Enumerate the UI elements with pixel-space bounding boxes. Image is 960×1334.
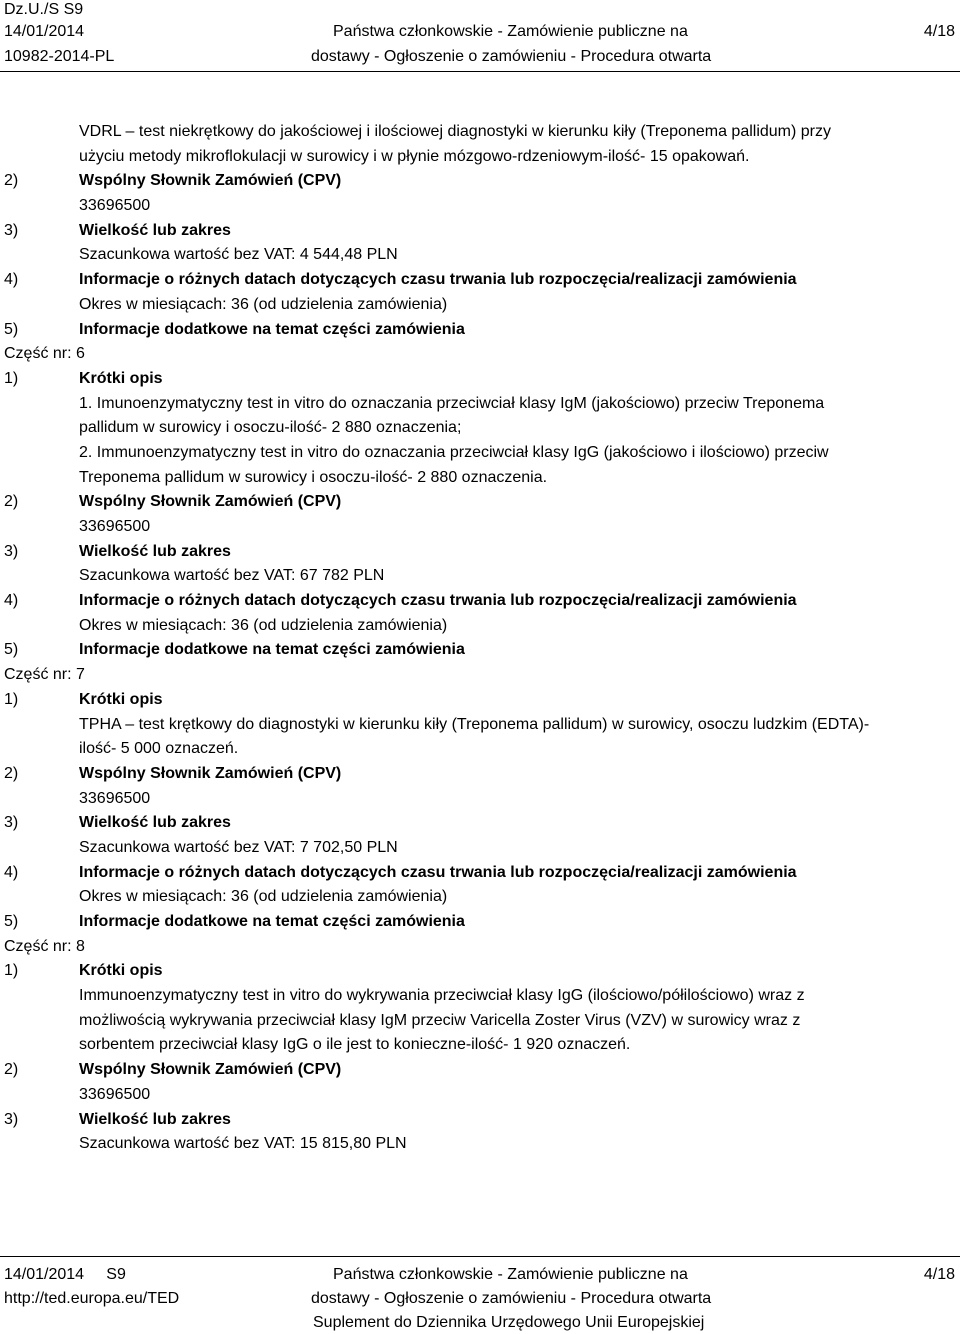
page-header bbox=[0, 0, 960, 72]
item-number: 4) bbox=[4, 863, 19, 881]
cpv-heading: Wspólny Słownik Zamówień (CPV) bbox=[79, 493, 342, 511]
header-rule bbox=[0, 71, 960, 72]
item-number: 2) bbox=[4, 1061, 19, 1079]
duration: Okres w miesiącach: 36 (od udzielenia zamówienia) bbox=[79, 888, 448, 906]
estimated-value: Szacunkowa wartość bez VAT: 7 702,50 PLN bbox=[79, 838, 398, 856]
footer-supplement: Suplement do Dziennika Urzędowego Unii Europejskiej bbox=[313, 1314, 705, 1331]
footer-title-line1: Państwa członkowskie - Zamówienie publiczne na bbox=[333, 1266, 688, 1283]
desc-line: 1. Imunoenzymatyczny test in vitro do oznaczania przeciwciał klasy IgM (jakościowo) przeciw Treponema bbox=[79, 394, 825, 412]
additional-heading: Informacje dodatkowe na temat części zamówienia bbox=[79, 641, 465, 659]
item-number: 5) bbox=[4, 913, 19, 930]
footer-title-line2: dostawy - Ogłoszenie o zamówieniu - Procedura otwarta bbox=[311, 1290, 712, 1307]
item-number: 2) bbox=[4, 172, 19, 190]
additional-heading: Informacje dodatkowe na temat części zamówienia bbox=[79, 320, 465, 338]
short-desc-heading: Krótki opis bbox=[79, 962, 163, 980]
header-title-line2: dostawy - Ogłoszenie o zamówieniu - Procedura otwarta bbox=[311, 48, 712, 65]
item-number: 3) bbox=[4, 814, 19, 832]
item-number: 4) bbox=[4, 271, 19, 289]
desc-line: pallidum w surowicy i osoczu-ilość- 2 880 oznaczenia; bbox=[79, 419, 462, 437]
part-heading: Część nr: 6 bbox=[4, 345, 85, 363]
item-number: 3) bbox=[4, 221, 19, 239]
cpv-code: 33696500 bbox=[79, 518, 151, 535]
estimated-value: Szacunkowa wartość bez VAT: 15 815,80 PLN bbox=[79, 1135, 407, 1153]
short-desc-heading: Krótki opis bbox=[79, 690, 163, 708]
item-number: 1) bbox=[4, 690, 19, 708]
item-number: 1) bbox=[4, 962, 19, 980]
duration: Okres w miesiącach: 36 (od udzielenia zamówienia) bbox=[79, 616, 448, 634]
item-number: 2) bbox=[4, 764, 19, 782]
short-desc-heading: Krótki opis bbox=[79, 369, 163, 387]
item-number: 1) bbox=[4, 369, 19, 387]
desc-line: 2. Immunoenzymatyczny test in vitro do oznaczania przeciwciał klasy IgG (jakościowo i ilościowo) przeciw bbox=[79, 443, 829, 461]
page-footer bbox=[0, 1256, 960, 1334]
intro-line2: użyciu metody mikroflokulacji w surowicy i w płynie mózgowo-rdzeniowym-ilość- 15 opakowań. bbox=[79, 147, 750, 165]
header-doc-id: 10982-2014-PL bbox=[4, 48, 115, 65]
cpv-code: 33696500 bbox=[79, 789, 151, 807]
item-number: 3) bbox=[4, 542, 19, 560]
desc-line: ilość- 5 000 oznaczeń. bbox=[79, 740, 239, 758]
header-date: 14/01/2014 bbox=[4, 23, 85, 40]
size-heading: Wielkość lub zakres bbox=[79, 542, 231, 560]
desc-line: sorbentem przeciwciał klasy IgG o ile jest to konieczne-ilość- 1 920 oznaczeń. bbox=[79, 1036, 631, 1054]
footer-rule bbox=[0, 1256, 960, 1257]
estimated-value: Szacunkowa wartość bez VAT: 67 782 PLN bbox=[79, 567, 385, 585]
estimated-value: Szacunkowa wartość bez VAT: 4 544,48 PLN bbox=[79, 246, 398, 264]
footer-url[interactable]: http://ted.europa.eu/TED bbox=[4, 1290, 180, 1307]
item-number: 5) bbox=[4, 320, 19, 338]
part-heading: Część nr: 8 bbox=[4, 937, 85, 955]
item-number: 3) bbox=[4, 1110, 19, 1128]
journal-ref: Dz.U./S S9 bbox=[4, 1, 84, 18]
cpv-code: 33696500 bbox=[79, 197, 151, 215]
item-number: 2) bbox=[4, 493, 19, 511]
header-page-number: 4/18 bbox=[923, 23, 955, 40]
size-heading: Wielkość lub zakres bbox=[79, 221, 231, 239]
additional-heading: Informacje dodatkowe na temat części zamówienia bbox=[79, 913, 465, 930]
document-body bbox=[4, 120, 944, 1157]
duration: Okres w miesiącach: 36 (od udzielenia zamówienia) bbox=[79, 295, 448, 313]
desc-line: Treponema pallidum w surowicy i osoczu-ilość- 2 880 oznaczenia. bbox=[79, 468, 548, 486]
desc-line: możliwością wykrywania przeciwciał klasy IgM przeciw Varicella Zoster Virus (VZV) w surowicy wraz z bbox=[79, 1011, 801, 1029]
item-number: 5) bbox=[4, 641, 19, 659]
desc-line: TPHA – test krętkowy do diagnostyki w kierunku kiły (Treponema pallidum) w surowicy, osoczu ludzkim (EDTA)- bbox=[79, 715, 870, 733]
cpv-heading: Wspólny Słownik Zamówień (CPV) bbox=[79, 764, 342, 782]
header-title-line1: Państwa członkowskie - Zamówienie publiczne na bbox=[333, 23, 688, 40]
footer-date-series: 14/01/2014 S9 bbox=[4, 1266, 126, 1283]
size-heading: Wielkość lub zakres bbox=[79, 1110, 231, 1128]
item-number: 4) bbox=[4, 592, 19, 610]
dates-heading: Informacje o różnych datach dotyczących czasu trwania lub rozpoczęcia/realizacji zamówienia bbox=[79, 271, 797, 289]
desc-line: Immunoenzymatyczny test in vitro do wykrywania przeciwciał klasy IgG (ilościowo/półilościowo) wraz z bbox=[79, 987, 805, 1005]
footer-page-number: 4/18 bbox=[923, 1266, 955, 1283]
dates-heading: Informacje o różnych datach dotyczących czasu trwania lub rozpoczęcia/realizacji zamówienia bbox=[79, 863, 797, 881]
size-heading: Wielkość lub zakres bbox=[79, 814, 231, 832]
cpv-heading: Wspólny Słownik Zamówień (CPV) bbox=[79, 1061, 342, 1079]
cpv-code: 33696500 bbox=[79, 1085, 151, 1103]
intro-line1: VDRL – test niekrętkowy do jakościowej i ilościowej diagnostyki w kierunku kiły (Treponema pallidum) przy bbox=[79, 123, 831, 140]
dates-heading: Informacje o różnych datach dotyczących czasu trwania lub rozpoczęcia/realizacji zamówienia bbox=[79, 592, 797, 610]
part-heading: Część nr: 7 bbox=[4, 666, 85, 684]
cpv-heading: Wspólny Słownik Zamówień (CPV) bbox=[79, 172, 342, 190]
